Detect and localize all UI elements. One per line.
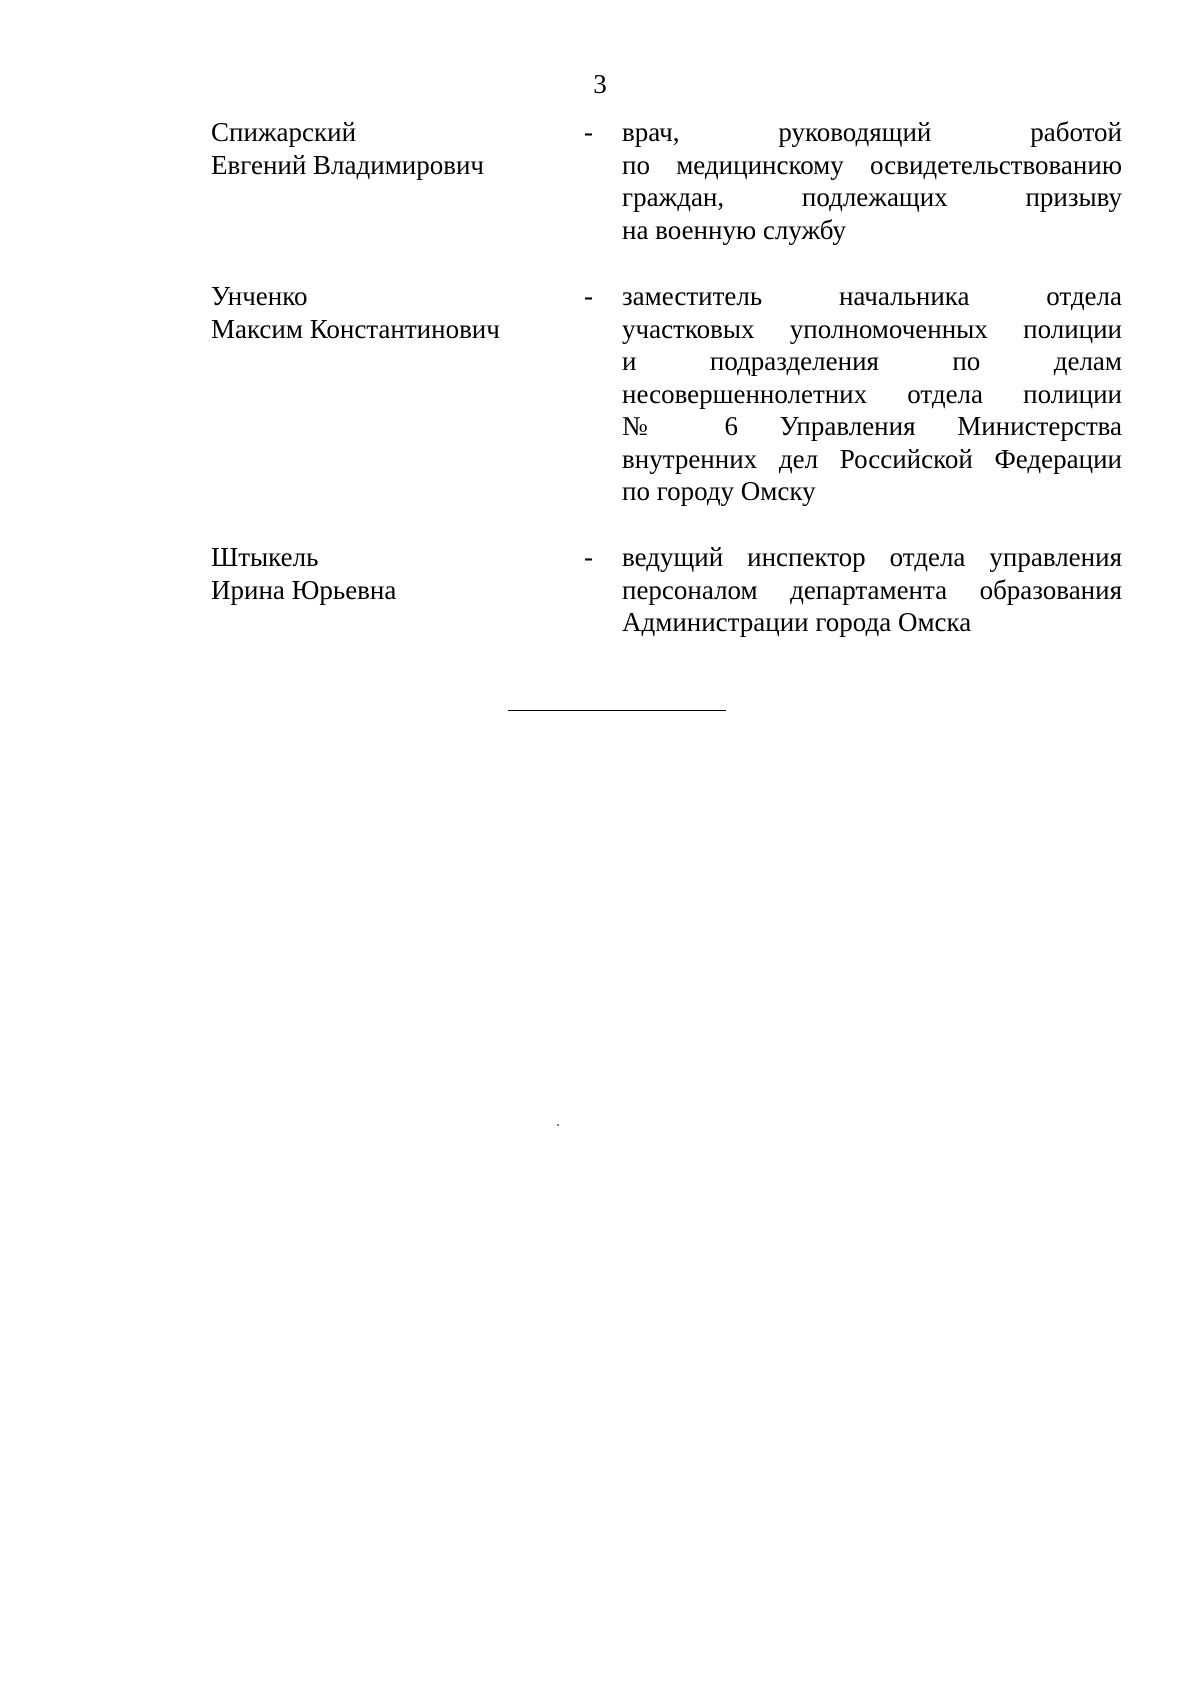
member-position bbox=[622, 280, 1122, 508]
member-name bbox=[211, 116, 561, 181]
member-name bbox=[211, 541, 561, 606]
member-surname: Унченко bbox=[211, 281, 308, 311]
member-position bbox=[622, 541, 1122, 639]
member-surname: Штыкель bbox=[211, 542, 319, 572]
position-line: граждан, подлежащих призыву bbox=[622, 182, 1122, 212]
position-line: персоналом департамента образования bbox=[622, 574, 1122, 605]
position-line: и подразделения по делам bbox=[622, 346, 1122, 376]
position-line: внутренних дел Российской Федерации bbox=[622, 443, 1122, 474]
member-given-names: Максим Константинович bbox=[211, 313, 500, 344]
entry-dash: - bbox=[584, 117, 593, 147]
scan-speck bbox=[557, 1124, 559, 1126]
position-line: несовершеннолетних отдела полиции bbox=[622, 378, 1122, 409]
member-name bbox=[211, 280, 561, 345]
position-line: по медицинскому освидетельствованию bbox=[622, 149, 1122, 180]
position-line: заместитель начальника отдела bbox=[622, 281, 1122, 311]
member-surname: Спижарский bbox=[211, 117, 357, 147]
member-given-names: Евгений Владимирович bbox=[211, 149, 485, 180]
position-line: на военную службу bbox=[622, 214, 846, 245]
position-line: по городу Омску bbox=[622, 476, 816, 506]
end-of-list-rule bbox=[508, 710, 726, 711]
position-line: № 6 Управления Министерства bbox=[622, 411, 1122, 441]
member-position bbox=[622, 116, 1122, 246]
position-line: ведущий инспектор отдела управления bbox=[622, 542, 1122, 572]
entry-dash: - bbox=[584, 542, 593, 572]
position-line: врач, руководящий работой bbox=[622, 117, 1122, 147]
member-given-names: Ирина Юрьевна bbox=[211, 574, 397, 605]
page-number: 3 bbox=[593, 69, 607, 99]
position-line: Администрации города Омска bbox=[622, 607, 972, 637]
position-line: участковых уполномоченных полиции bbox=[622, 313, 1122, 344]
entry-dash: - bbox=[584, 281, 593, 311]
